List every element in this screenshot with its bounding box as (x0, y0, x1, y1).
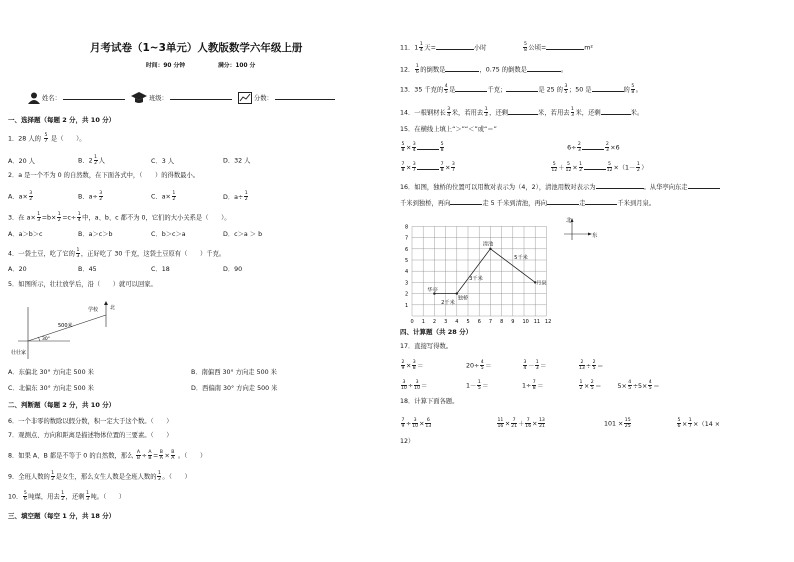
place-qingchi-label: 清池 (482, 241, 494, 248)
distance-label: 500米 (58, 323, 73, 329)
question-10: 10． $\frac{5}{6}$ 吨煤，用去 $\frac{1}{2}$ ，还剩 $\frac{1}{3}$ 吨。（ ） (8, 491, 126, 502)
q3-option-a[interactable]: A．a＞b＞c (8, 231, 43, 238)
question-16-line2: 千米到独桥，再向 走 5 千米到清池，再向 走 千米到月泉。 (400, 200, 656, 207)
q3-option-c[interactable]: C．b＞c＞a (151, 231, 186, 238)
compass-north-label: 北 (566, 218, 572, 224)
calc-item: 5× $\frac{4}{5}$ ÷5× $\frac{4}{5}$ ＝ (617, 380, 660, 391)
y-tick-label: 3 (405, 280, 409, 287)
school-label: 学校 (88, 307, 99, 313)
points-label: 分数： (253, 95, 273, 102)
q1-option-b[interactable]: B．2 $\frac{1}{2}$ 人 (78, 155, 105, 166)
name-field[interactable] (63, 93, 125, 100)
calc-item: 101 × $\frac{15}{25}$ (604, 418, 631, 429)
question-2-options (8, 191, 249, 202)
q15-blank-2[interactable] (582, 143, 604, 150)
calc-item: $\frac{3}{10}$ ÷ $\frac{3}{10}$ ＝ (401, 380, 428, 391)
q16-blank-3[interactable] (450, 198, 482, 205)
x-tick-label: 11 (533, 319, 541, 325)
q16-blank-5[interactable] (585, 198, 617, 205)
q3-option-b[interactable]: B．a＞c＞b (78, 231, 113, 238)
q4-option-a[interactable]: A．20 (8, 266, 27, 273)
question-5: 5．如图所示，壮壮放学后，沿（ ）就可以回家。 (8, 281, 157, 288)
y-tick-label: 5 (405, 258, 409, 264)
exam-time: 时间：90 分钟 (146, 63, 186, 69)
route-point (456, 292, 458, 294)
distance-5km-label: 5千米 (514, 254, 528, 261)
y-tick-label: 4 (405, 269, 409, 276)
section-3-heading: 三、填空题（每空 1 分，共 18 分） (8, 512, 116, 520)
q5-option-c[interactable]: C．北偏东 30° 方向走 500 米 (8, 385, 94, 392)
question-4: 4．一袋土豆，吃了它的 $\frac{1}{3}$ ，正好吃了 30 千克，这袋土豆原有（ ）千克。 (8, 248, 226, 259)
q4-option-b[interactable]: B．45 (78, 266, 97, 273)
y-tick-label: 8 (405, 224, 409, 231)
x-tick-label: 0 (410, 319, 414, 325)
question-1: 1．28 人的 $\frac{5}{7}$ 是（ ）。 (8, 133, 86, 144)
exam-title: 月考试卷（1~3单元）人教版数学六年级上册 (90, 42, 303, 54)
section-2-heading: 二、判断题（每题 2 分，共 10 分） (8, 401, 116, 409)
north-arrow-icon (104, 301, 108, 305)
calc-item: $\frac{7}{9}$ ÷ $\frac{3}{10}$ × $\frac{6}{13}$ (401, 418, 432, 429)
calc-item: $\frac{11}{16}$ × $\frac{7}{21}$ ＋ $\frac{7}{16}$ × $\frac{13}{21}$ (497, 418, 545, 429)
question-3-options (8, 231, 262, 239)
calc-item: $\frac{2}{9}$ × $\frac{3}{8}$ ＝ (401, 360, 424, 371)
q2-option-d[interactable]: D．a÷ $\frac{1}{2}$ (223, 191, 248, 202)
q11-blank-2[interactable] (546, 43, 584, 50)
calc-item: 20÷ $\frac{4}{5}$ ＝ (466, 360, 492, 371)
question-1-options (8, 155, 250, 166)
q15-blank-4[interactable] (584, 163, 606, 170)
place-duqiao-label: 独桥 (457, 295, 469, 302)
q1-option-a[interactable]: A．20 人 (8, 157, 35, 165)
map-north-label: 北 (110, 305, 116, 311)
x-tick-label: 4 (455, 319, 459, 325)
q14-blank-1[interactable] (508, 108, 538, 115)
question-16-line1: 16．如图，独桥的位置可以用数对表示为（4，2），清池用数对表示为 。从华亭向东走 (400, 182, 720, 192)
person-icon (28, 92, 40, 104)
q15-blank-3[interactable] (417, 163, 439, 170)
question-17: 17．直接写得数。 (400, 343, 453, 350)
q5-option-b[interactable]: B．南偏西 30° 方向走 500 米 (191, 369, 277, 376)
q13-blank-2[interactable] (506, 85, 538, 92)
x-tick-label: 9 (511, 319, 515, 325)
question-18-continued: 12） (400, 438, 415, 445)
y-tick-label: 1 (405, 302, 409, 309)
q2-option-b[interactable]: B．a÷ $\frac{3}{2}$ (78, 191, 103, 202)
q5-option-a[interactable]: A．东偏北 30° 方向走 500 米 (8, 369, 94, 376)
question-15-row1: $\frac{5}{8}$ × $\frac{3}{4}$ $\frac{5}{8}$ 6÷ $\frac{2}{3}$ $\frac{2}{3}$ ×6 (401, 142, 620, 153)
section-1-heading: 一、选择题（每题 2 分，共 10 分） (8, 116, 116, 124)
compass-east-label: 东 (592, 233, 598, 239)
q16-blank-1[interactable] (596, 182, 644, 189)
q4-option-d[interactable]: D．90 (223, 266, 243, 273)
name-label: 姓名： (42, 95, 61, 102)
section-4-heading: 四、计算题（共 28 分） (400, 328, 473, 336)
question-15-row2: $\frac{7}{8}$ × $\frac{3}{7}$ $\frac{7}{8}$ × $\frac{3}{7}$ $\frac{5}{12}$ ＋ $\frac{5}{12}$ × $\frac{1}{2}$ $\frac{5}{12}$ ×（1－ $\frac{1}{2}$ ） (401, 162, 648, 173)
distance-2km-label: 2千米 (441, 300, 455, 307)
question-11: 11．1 $\frac{1}{4}$ 天= 小时 $\frac{5}{8}$ 公顷= m² (400, 42, 593, 53)
angle-label: 30° (42, 337, 50, 342)
points-field[interactable] (275, 93, 335, 100)
home-label: 壮壮家 (11, 350, 27, 356)
exam-score: 满分：100 分 (218, 63, 256, 69)
question-17-row1 (400, 360, 603, 371)
question-4-options (8, 266, 242, 274)
q16-blank-4[interactable] (547, 198, 579, 205)
y-tick-label: 6 (405, 246, 409, 253)
question-6: 6．一个非零的数除以假分数，积一定大于这个数。（ ） (8, 418, 173, 425)
question-3: 3．在 a× $\frac{1}{3}$ =b× $\frac{1}{2}$ =c÷ $\frac{1}{4}$ 中，a、b、c 都不为 0，它们的大小关系是（ ）。 (8, 212, 231, 223)
calc-item: 1÷ $\frac{7}{8}$ ＝ (522, 380, 544, 391)
x-tick-label: 2 (432, 319, 437, 325)
calc-item: $\frac{1}{2}$ × $\frac{2}{5}$ ＝ (579, 380, 602, 391)
x-tick-label: 8 (500, 319, 504, 325)
q2-option-a[interactable]: A．a× $\frac{3}{2}$ (8, 191, 33, 202)
question-5-options-row2 (8, 385, 277, 393)
info-row (28, 92, 335, 104)
calc-item: $\frac{2}{13}$ ÷ $\frac{2}{5}$ ＝ (579, 360, 604, 371)
x-tick-label: 5 (466, 319, 470, 325)
distance-3km-label: 3千米 (469, 276, 483, 283)
place-yuequan-label: 月泉 (536, 280, 547, 287)
q12-blank-1[interactable] (445, 65, 479, 72)
question-12: 12． $\frac{1}{6}$ 的倒数是 ，0.75 的倒数是 。 (400, 64, 568, 75)
compass (562, 216, 602, 250)
question-9: 9．全班人数的 $\frac{1}{2}$ 是女生，那么女生人数是全班人数的 $\frac{1}{2}$ 。（ ） (8, 471, 191, 482)
place-huating-label: 华亭 (427, 287, 438, 294)
x-tick-label: 10 (522, 319, 529, 325)
q16-blank-2[interactable] (688, 182, 720, 189)
question-14: 14．一根钢材长 $\frac{3}{4}$ 米，若用去 $\frac{1}{3}$ ，还剩 米，若用去 $\frac{1}{3}$ 米，还剩 米。 (400, 107, 644, 118)
class-label: 班级： (148, 95, 168, 102)
x-tick-label: 1 (421, 319, 425, 325)
q1-option-c[interactable]: C．3 人 (151, 157, 174, 165)
question-18: 18．计算下面各题。 (400, 398, 459, 405)
q12-blank-2[interactable] (527, 65, 561, 72)
q1-option-d[interactable]: D．32 人 (223, 157, 251, 165)
question-2: 2．a 是一个不为 0 的自然数，在下面各式中，（ ）的得数最小。 (8, 172, 200, 179)
calc-item: $\frac{3}{4}$ － $\frac{1}{3}$ ＝ (523, 360, 547, 371)
y-tick-label: 7 (405, 235, 409, 242)
x-tick-label: 3 (444, 319, 448, 325)
question-7: 7．观测点、方向和距离是描述物体位置的三要素。（ ） (8, 432, 173, 439)
question-8: 8．如果 A、B 都是不等于 0 的自然数，那么 $\frac{A}{B}$ ÷ $\frac{A}{B}$ = $\frac{B}{A}$ × $\frac{B}{A}$ 。（ ） (8, 450, 207, 461)
q2-option-c[interactable]: C．a× $\frac{1}{2}$ (151, 191, 176, 202)
q3-option-d[interactable]: D．c＞a ＞ b (223, 231, 263, 238)
q15-blank-1[interactable] (417, 143, 439, 150)
question-18-row (400, 418, 720, 429)
question-17-row2 (400, 380, 660, 391)
route-point (489, 248, 491, 250)
q14-blank-2[interactable] (601, 108, 631, 115)
question-5-options-row1 (8, 369, 277, 377)
question-15: 15．在横线上填上“＞”“＜”或“＝” (400, 126, 497, 133)
q13-blank-3[interactable] (592, 85, 624, 92)
x-tick-label: 7 (488, 319, 493, 325)
x-tick-label: 12 (544, 319, 552, 325)
calc-item: $\frac{5}{6}$ × $\frac{1}{7}$ ×（14 × (677, 418, 721, 429)
q11-blank-1[interactable] (436, 43, 474, 50)
graduation-cap-icon (131, 92, 147, 104)
calc-item: 1－ $\frac{1}{5}$ ＝ (466, 380, 489, 391)
question-13: 13．35 千克的 $\frac{4}{5}$ 是 千克； 是 25 的 $\frac{3}{5}$ ；50 是 的 $\frac{5}{8}$ 。 (400, 84, 643, 95)
y-tick-label: 2 (405, 291, 409, 298)
class-field[interactable] (170, 93, 232, 100)
chart-icon (238, 92, 252, 104)
x-tick-label: 6 (477, 319, 481, 325)
q13-blank-1[interactable] (455, 85, 487, 92)
q5-option-d[interactable]: D．西偏南 30° 方向走 500 米 (191, 385, 278, 392)
direction-map (10, 297, 160, 365)
q4-option-c[interactable]: C．18 (151, 266, 170, 273)
